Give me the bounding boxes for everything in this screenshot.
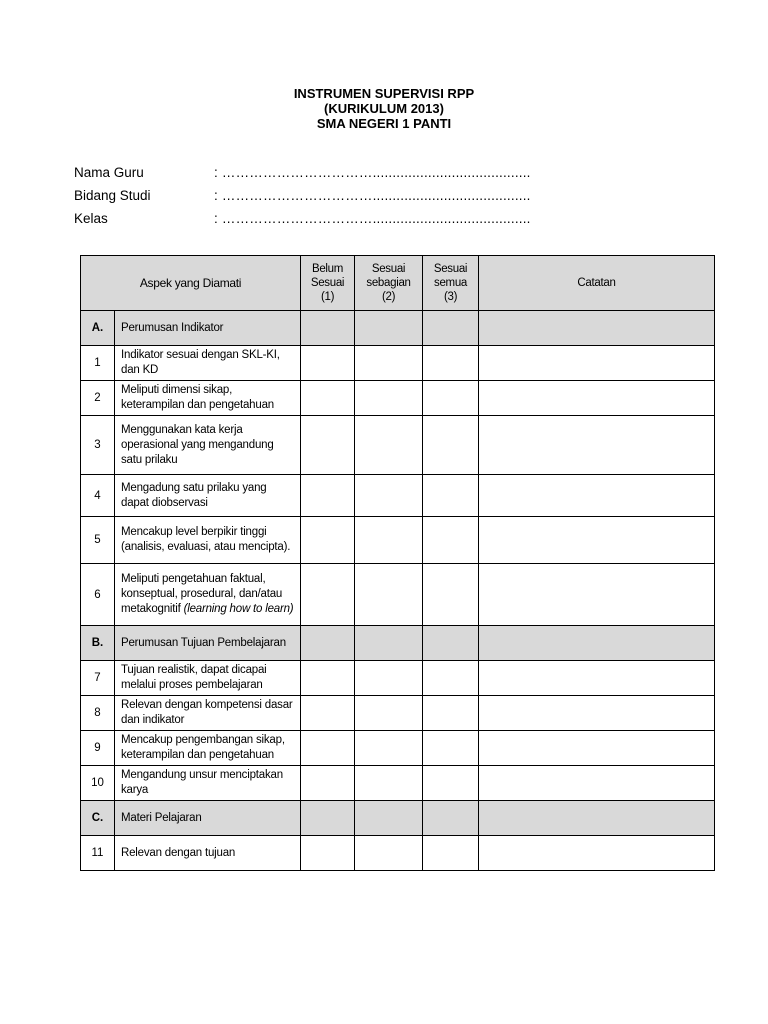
section-title: Perumusan Indikator — [115, 311, 301, 346]
section-title: Materi Pelajaran — [115, 801, 301, 836]
notes-cell[interactable] — [479, 346, 715, 381]
score-semua-cell[interactable] — [423, 836, 479, 871]
section-letter: B. — [81, 626, 115, 661]
field-blank[interactable]: : ……………………………........................................ — [214, 211, 531, 226]
header-text: sebagian — [366, 277, 411, 289]
score-semua-cell[interactable] — [423, 346, 479, 381]
score-belum-cell[interactable] — [301, 517, 355, 564]
aspect-text — [115, 564, 301, 626]
header-sesuai-semua — [423, 256, 479, 311]
aspect-text: Relevan dengan tujuan — [115, 836, 301, 871]
aspect-text: Mengadung satu prilaku yang dapat diobservasi — [115, 475, 301, 517]
score-cell — [301, 311, 355, 346]
table-header-row — [81, 256, 715, 311]
header-text: Sesuai — [310, 277, 345, 289]
row-number: 5 — [81, 517, 115, 564]
row-number: 3 — [81, 416, 115, 475]
section-row-c — [81, 801, 715, 836]
header-text: Sesuai — [433, 263, 468, 275]
title-line-3: SMA NEGERI 1 PANTI — [316, 116, 452, 131]
field-label: Bidang Studi — [74, 188, 151, 203]
field-label: Kelas — [74, 211, 108, 226]
score-sebagian-cell[interactable] — [355, 836, 423, 871]
notes-cell[interactable] — [479, 517, 715, 564]
table-row — [81, 836, 715, 871]
table-row — [81, 731, 715, 766]
header-text: (3) — [443, 291, 458, 303]
aspect-text: Mencakup pengembangan sikap, keterampilan dan pengetahuan — [115, 731, 301, 766]
table-row — [81, 517, 715, 564]
score-belum-cell[interactable] — [301, 346, 355, 381]
section-title: Perumusan Tujuan Pembelajaran — [115, 626, 301, 661]
score-cell — [301, 626, 355, 661]
row-number: 6 — [81, 564, 115, 626]
score-cell — [355, 626, 423, 661]
field-blank[interactable]: : ……………………………........................................ — [214, 188, 531, 203]
notes-cell[interactable] — [479, 696, 715, 731]
aspect-text: Relevan dengan kompetensi dasar dan indikator — [115, 696, 301, 731]
score-semua-cell[interactable] — [423, 475, 479, 517]
score-semua-cell[interactable] — [423, 564, 479, 626]
score-cell — [423, 311, 479, 346]
section-row-a — [81, 311, 715, 346]
score-belum-cell[interactable] — [301, 475, 355, 517]
field-nama-guru — [74, 161, 674, 184]
aspect-text: Indikator sesuai dengan SKL-KI, dan KD — [115, 346, 301, 381]
notes-cell[interactable] — [479, 836, 715, 871]
score-sebagian-cell[interactable] — [355, 564, 423, 626]
notes-cell — [479, 801, 715, 836]
score-sebagian-cell[interactable] — [355, 517, 423, 564]
score-belum-cell[interactable] — [301, 661, 355, 696]
notes-cell[interactable] — [479, 381, 715, 416]
aspect-text: Meliputi dimensi sikap, keterampilan dan pengetahuan — [115, 381, 301, 416]
aspect-text: Menggunakan kata kerja operasional yang mengandung satu prilaku — [115, 416, 301, 475]
aspect-text-italic: (learning how to learn) — [183, 603, 294, 615]
title-line-2: (KURIKULUM 2013) — [324, 101, 444, 116]
score-cell — [423, 801, 479, 836]
score-cell — [355, 801, 423, 836]
field-blank[interactable]: : ……………………………........................................ — [214, 165, 531, 180]
header-text: semua — [434, 277, 468, 289]
aspect-text: Mencakup level berpikir tinggi (analisis, evaluasi, atau mencipta). — [115, 517, 301, 564]
score-belum-cell[interactable] — [301, 416, 355, 475]
row-number: 4 — [81, 475, 115, 517]
row-number: 7 — [81, 661, 115, 696]
score-sebagian-cell[interactable] — [355, 475, 423, 517]
notes-cell[interactable] — [479, 475, 715, 517]
table-row — [81, 564, 715, 626]
score-sebagian-cell[interactable] — [355, 731, 423, 766]
score-belum-cell[interactable] — [301, 836, 355, 871]
notes-cell[interactable] — [479, 564, 715, 626]
header-text: (2) — [381, 291, 396, 303]
table-row — [81, 416, 715, 475]
score-cell — [355, 311, 423, 346]
score-belum-cell[interactable] — [301, 564, 355, 626]
table-row — [81, 346, 715, 381]
score-belum-cell[interactable] — [301, 766, 355, 801]
section-row-b — [81, 626, 715, 661]
header-aspek: Aspek yang Diamati — [81, 256, 301, 311]
row-number: 8 — [81, 696, 115, 731]
document-title — [0, 86, 768, 131]
score-cell — [423, 626, 479, 661]
table-row — [81, 661, 715, 696]
notes-cell — [479, 311, 715, 346]
section-letter: A. — [81, 311, 115, 346]
header-text: Sesuai — [371, 263, 406, 275]
score-sebagian-cell[interactable] — [355, 346, 423, 381]
header-catatan: Catatan — [479, 256, 715, 311]
field-bidang-studi — [74, 184, 674, 207]
row-number: 1 — [81, 346, 115, 381]
score-sebagian-cell[interactable] — [355, 766, 423, 801]
score-semua-cell[interactable] — [423, 416, 479, 475]
header-text: (1) — [320, 291, 335, 303]
field-kelas — [74, 207, 674, 230]
field-label: Nama Guru — [74, 165, 144, 180]
row-number: 10 — [81, 766, 115, 801]
score-sebagian-cell[interactable] — [355, 381, 423, 416]
aspect-text: Mengandung unsur menciptakan karya — [115, 766, 301, 801]
score-cell — [301, 801, 355, 836]
aspect-text: Tujuan realistik, dapat dicapai melalui proses pembelajaran — [115, 661, 301, 696]
score-semua-cell[interactable] — [423, 661, 479, 696]
score-sebagian-cell[interactable] — [355, 661, 423, 696]
score-sebagian-cell[interactable] — [355, 696, 423, 731]
row-number: 11 — [81, 836, 115, 871]
header-sesuai-sebagian — [355, 256, 423, 311]
header-belum-sesuai — [301, 256, 355, 311]
table-row — [81, 696, 715, 731]
title-line-1: INSTRUMEN SUPERVISI RPP — [293, 86, 475, 101]
score-semua-cell[interactable] — [423, 731, 479, 766]
table-row — [81, 475, 715, 517]
score-semua-cell[interactable] — [423, 696, 479, 731]
score-belum-cell[interactable] — [301, 696, 355, 731]
table-row — [81, 381, 715, 416]
notes-cell[interactable] — [479, 731, 715, 766]
section-letter: C. — [81, 801, 115, 836]
notes-cell[interactable] — [479, 416, 715, 475]
supervision-table — [80, 255, 715, 871]
notes-cell — [479, 626, 715, 661]
row-number: 9 — [81, 731, 115, 766]
score-sebagian-cell[interactable] — [355, 416, 423, 475]
score-belum-cell[interactable] — [301, 731, 355, 766]
score-belum-cell[interactable] — [301, 381, 355, 416]
notes-cell[interactable] — [479, 766, 715, 801]
table-row — [81, 766, 715, 801]
notes-cell[interactable] — [479, 661, 715, 696]
identity-fields — [74, 161, 674, 230]
aspect-text-main: Meliputi pengetahuan faktual, konseptual, prosedural, dan/atau metakognitif — [121, 573, 283, 615]
score-semua-cell[interactable] — [423, 517, 479, 564]
score-semua-cell[interactable] — [423, 381, 479, 416]
row-number: 2 — [81, 381, 115, 416]
score-semua-cell[interactable] — [423, 766, 479, 801]
header-text: Belum — [311, 263, 344, 275]
